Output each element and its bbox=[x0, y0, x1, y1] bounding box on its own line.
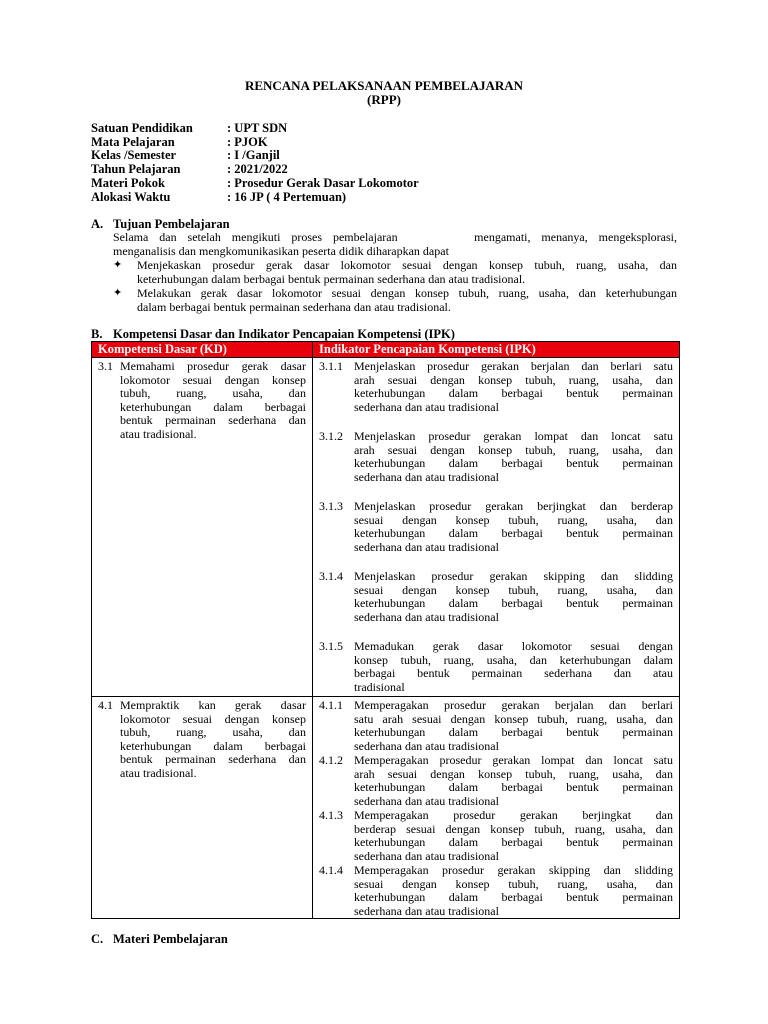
identity-label: Materi Pokok bbox=[91, 176, 165, 190]
text-line: Memahami prosedur gerak dasar bbox=[120, 359, 306, 373]
competency-table bbox=[91, 341, 680, 919]
column-header-kd: Kompetensi Dasar (KD) bbox=[92, 342, 313, 358]
text-line: sederhana dan atau tradisional bbox=[354, 738, 499, 753]
text-line: bentuk permainan sederhana dan bbox=[120, 752, 306, 766]
four-pointed-star-icon: ✦ bbox=[113, 259, 123, 271]
section-a-intro bbox=[113, 231, 677, 258]
text-line: arah sesuai dengan konsep tubuh, ruang, usaha, dan bbox=[354, 766, 673, 781]
text-line: sederhana dan atau tradisional bbox=[354, 539, 499, 554]
ipk-cell bbox=[313, 358, 680, 697]
text-line: Menjelaskan prosedur gerakan skipping dan slidding bbox=[354, 569, 673, 583]
text-line: keterhubungan dalam berbagai bentuk permainan bbox=[354, 596, 673, 610]
ipk-item bbox=[313, 500, 679, 554]
text-line: Memadukan gerak dasar lokomotor sesuai dengan bbox=[354, 639, 673, 653]
text-line: sederhana dan atau tradisional bbox=[354, 848, 499, 863]
text-line: tubuh, ruang, usaha, dan bbox=[120, 725, 306, 739]
table-row bbox=[92, 697, 680, 919]
document-title: RENCANA PELAKSANAAN PEMBELAJARAN bbox=[244, 78, 524, 93]
text-line: sesuai dengan konsep tubuh, ruang, usaha, dan bbox=[354, 512, 673, 527]
text-line: keterhubungan dalam berbagai bentuk permainan bbox=[354, 725, 673, 739]
intro-line: Selama dan setelah mengikuti proses pembelajaran mengamati, menanya, mengeksplorasi, bbox=[113, 230, 677, 244]
ipk-item bbox=[313, 360, 679, 414]
ipk-item bbox=[313, 754, 679, 808]
text-line: Memperagakan prosedur gerakan lompat dan loncat satu bbox=[354, 753, 673, 767]
four-pointed-star-icon: ✦ bbox=[113, 287, 123, 299]
bullet-line: keterhubungan dalam berbagai bentuk permainan sederhana dan atau tradisional. bbox=[137, 271, 526, 286]
kd-cell bbox=[92, 697, 313, 919]
text-line: sederhana dan atau tradisional bbox=[354, 609, 499, 624]
text-line: Mempraktik kan gerak dasar bbox=[120, 698, 306, 712]
text-line: Menjelaskan prosedur gerakan berjingkat dan berderap bbox=[354, 499, 673, 513]
text-line: sederhana dan atau tradisional bbox=[354, 399, 499, 414]
ipk-number: 3.1.5 bbox=[319, 639, 343, 653]
ipk-number: 3.1.2 bbox=[319, 429, 343, 443]
identity-label: Kelas /Semester bbox=[91, 148, 177, 162]
section-letter: B. bbox=[91, 327, 103, 341]
text-line: sesuai dengan konsep tubuh, ruang, usaha, dan bbox=[354, 582, 673, 597]
intro-line: menganalisis dan mengkomunikasikan peserta didik diharapkan dapat bbox=[113, 243, 449, 258]
table-row bbox=[92, 358, 680, 697]
text-line: Menjelaskan prosedur gerakan berjalan dan berlari satu bbox=[354, 359, 673, 373]
ipk-item bbox=[313, 430, 679, 484]
text-line: keterhubungan dalam berbagai bentuk permainan bbox=[354, 386, 673, 400]
section-title: Tujuan Pembelajaran bbox=[113, 217, 230, 231]
text-line: tradisional bbox=[354, 679, 405, 694]
ipk-item bbox=[313, 699, 679, 753]
identity-label: Alokasi Waktu bbox=[91, 190, 171, 204]
objective-bullet bbox=[113, 287, 677, 314]
section-a-heading bbox=[91, 217, 230, 231]
kd-item bbox=[92, 697, 312, 780]
text-line: berbagai bentuk permainan sederhana dan atau bbox=[354, 666, 673, 680]
identity-value: : PJOK bbox=[227, 135, 268, 149]
kd-number: 4.1 bbox=[98, 698, 113, 712]
section-title: Materi Pembelajaran bbox=[113, 932, 228, 946]
text-line: sederhana dan atau tradisional bbox=[354, 469, 499, 484]
ipk-number: 3.1.4 bbox=[319, 569, 343, 583]
text-line: keterhubungan dalam berbagai bentuk permainan bbox=[354, 835, 673, 849]
ipk-cell bbox=[313, 697, 680, 919]
ipk-number: 4.1.3 bbox=[319, 808, 343, 822]
text-line: sesuai dengan konsep tubuh, ruang, usaha, dan bbox=[354, 876, 673, 891]
text-line: konsep tubuh, ruang, usaha, dan keterhubungan dalam bbox=[354, 652, 673, 667]
text-line: keterhubungan dalam berbagai bentuk permainan bbox=[354, 780, 673, 794]
text-line: arah sesuai dengan konsep tubuh, ruang, usaha, dan bbox=[354, 442, 673, 457]
bullet-line: Menjekaskan prosedur gerak dasar lokomotor sesuai dengan konsep tubuh, ruang, usaha, dan bbox=[137, 258, 677, 272]
text-line: keterhubungan dalam berbagai bentuk permainan bbox=[354, 890, 673, 904]
text-line: berderap sesuai dengan konsep tubuh, ruang, usaha, dan bbox=[354, 821, 673, 836]
section-c-heading bbox=[91, 932, 228, 946]
text-line: atau tradisional. bbox=[120, 765, 197, 780]
text-line: Memperagakan prosedur gerakan berjalan dan berlari bbox=[354, 698, 673, 712]
text-line: arah sesuai dengan konsep tubuh, ruang, usaha, dan bbox=[354, 372, 673, 387]
identity-label: Mata Pelajaran bbox=[91, 135, 175, 149]
bullet-line: Melakukan gerak dasar lokomotor sesuai dengan konsep tubuh, ruang, usaha, dan keterhubungan bbox=[137, 286, 677, 300]
text-line: Menjelaskan prosedur gerakan lompat dan loncat satu bbox=[354, 429, 673, 443]
identity-value: : Prosedur Gerak Dasar Lokomotor bbox=[227, 176, 419, 190]
ipk-item bbox=[313, 864, 679, 918]
text-line: sederhana dan atau tradisional bbox=[354, 793, 499, 808]
text-line: lokomotor sesuai dengan konsep bbox=[120, 711, 306, 726]
text-line: Memperagakan prosedur gerakan berjingkat dan bbox=[354, 808, 673, 822]
text-line: atau tradisional. bbox=[120, 426, 197, 441]
table-header-row bbox=[92, 342, 680, 358]
identity-value: : UPT SDN bbox=[227, 121, 288, 135]
ipk-number: 4.1.2 bbox=[319, 753, 343, 767]
text-line: keterhubungan dalam berbagai bbox=[120, 738, 306, 753]
section-b-heading bbox=[91, 327, 455, 341]
bullet-line: dalam berbagai bentuk permainan sederhana dan atau tradisional. bbox=[137, 299, 451, 314]
column-header-ipk: Indikator Pencapaian Kompetensi (IPK) bbox=[313, 342, 680, 358]
ipk-item bbox=[313, 640, 679, 694]
text-line: bentuk permainan sederhana dan bbox=[120, 413, 306, 427]
text-line: Memperagakan prosedur gerakan skipping dan slidding bbox=[354, 863, 673, 877]
identity-label: Satuan Pendidikan bbox=[91, 121, 193, 135]
ipk-item bbox=[313, 570, 679, 624]
ipk-item bbox=[313, 809, 679, 863]
text-line: keterhubungan dalam berbagai bentuk permainan bbox=[354, 526, 673, 540]
section-letter: C. bbox=[91, 932, 104, 946]
identity-label: Tahun Pelajaran bbox=[91, 162, 181, 176]
section-title: Kompetensi Dasar dan Indikator Pencapaian Kompetensi (IPK) bbox=[113, 327, 455, 341]
text-line: keterhubungan dalam berbagai bbox=[120, 399, 306, 414]
text-line: tubuh, ruang, usaha, dan bbox=[120, 386, 306, 400]
text-line: satu arah sesuai dengan konsep tubuh, ruang, usaha, dan bbox=[354, 711, 673, 726]
text-line: sederhana dan atau tradisional bbox=[354, 903, 499, 918]
section-letter: A. bbox=[91, 217, 104, 231]
kd-item bbox=[92, 358, 312, 441]
objective-bullet bbox=[113, 259, 677, 286]
identity-value: : 16 JP ( 4 Pertemuan) bbox=[227, 190, 347, 204]
identity-value: : I /Ganjil bbox=[227, 148, 280, 162]
kd-cell bbox=[92, 358, 313, 697]
ipk-number: 3.1.3 bbox=[319, 499, 343, 513]
ipk-number: 4.1.1 bbox=[319, 698, 343, 712]
document-subtitle: (RPP) bbox=[367, 92, 401, 107]
ipk-number: 3.1.1 bbox=[319, 359, 343, 373]
ipk-number: 4.1.4 bbox=[319, 863, 343, 877]
kd-number: 3.1 bbox=[98, 359, 113, 373]
text-line: lokomotor sesuai dengan konsep bbox=[120, 372, 306, 387]
identity-value: : 2021/2022 bbox=[227, 162, 288, 176]
text-line: keterhubungan dalam berbagai bentuk permainan bbox=[354, 456, 673, 470]
